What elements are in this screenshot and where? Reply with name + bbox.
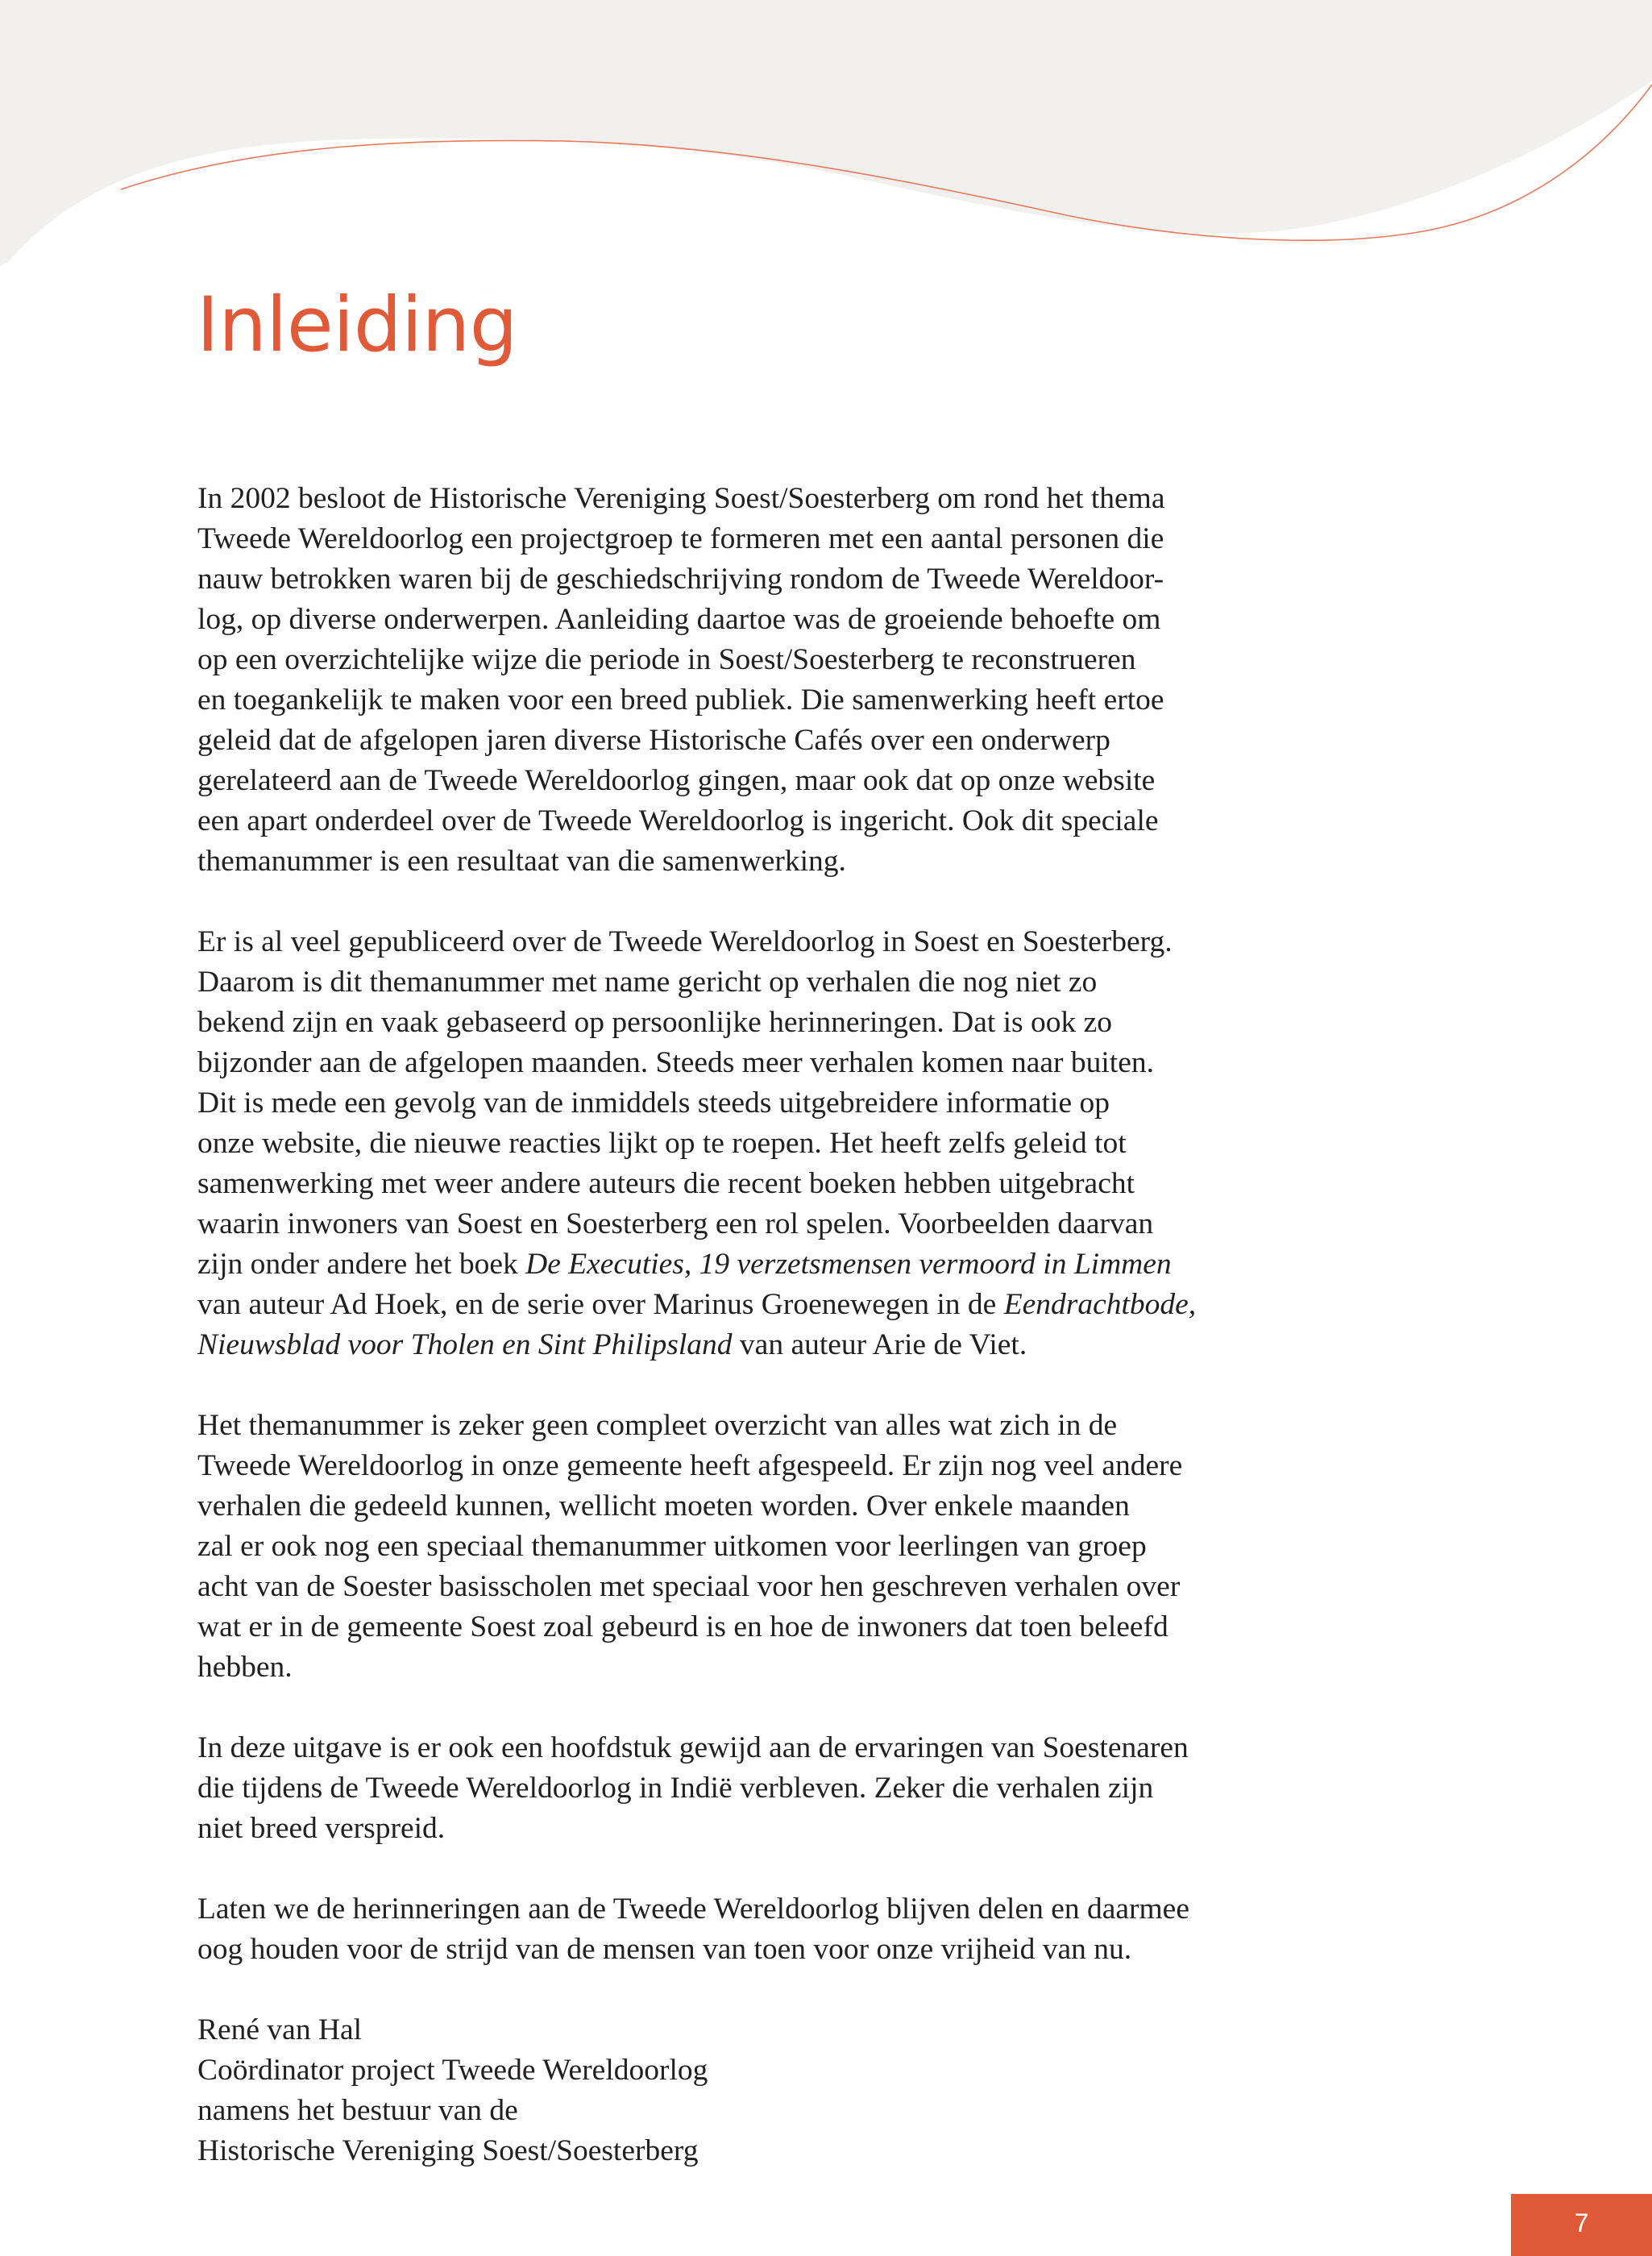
text-line <box>197 922 1277 962</box>
text-segment: In 2002 besloot de Historische Vereniging Soest/Soesterberg om rond het thema <box>197 482 1165 515</box>
text-line <box>197 1567 1277 1607</box>
paragraph <box>197 479 1277 882</box>
text-segment: die tijdens de Tweede Wereldoorlog in Indië verbleven. Zeker die verhalen zijn <box>197 1772 1154 1805</box>
text-segment: van auteur Ad Hoek, en de serie over Marinus Groenewegen in de <box>197 1288 1004 1321</box>
text-segment: hebben. <box>197 1651 293 1684</box>
text-line <box>197 640 1277 680</box>
page-number: 7 <box>1574 2208 1589 2237</box>
text-line <box>197 1527 1277 1567</box>
text-line <box>197 600 1277 640</box>
header-wave-fill <box>0 0 1652 266</box>
italic-title: De Executies, 19 verzetsmensen vermoord in Limmen <box>525 1248 1172 1281</box>
text-line <box>197 1809 1277 1849</box>
signature-name: René van Hal <box>197 2013 363 2046</box>
header-wave-decoration <box>0 0 1652 274</box>
text-line <box>197 1043 1277 1083</box>
text-line <box>197 1164 1277 1204</box>
text-segment: Het themanummer is zeker geen compleet overzicht van alles wat zich in de <box>197 1409 1118 1442</box>
text-line <box>197 1728 1277 1768</box>
text-line <box>197 1325 1277 1365</box>
signature-organization: Historische Vereniging Soest/Soesterberg <box>197 2134 699 2167</box>
page-number-box <box>1511 2194 1652 2256</box>
text-line <box>197 1607 1277 1647</box>
text-segment: gerelateerd aan de Tweede Wereldoorlog gingen, maar ook dat op onze website <box>197 764 1156 797</box>
text-line <box>197 559 1277 600</box>
signature-role: Coördinator project Tweede Wereldoorlog <box>197 2054 708 2087</box>
text-line <box>197 962 1277 1003</box>
text-segment: wat er in de gemeente Soest zoal gebeurd is en hoe de inwoners dat toen beleefd <box>197 1610 1168 1643</box>
text-line <box>197 1083 1277 1124</box>
text-line <box>197 841 1277 882</box>
text-line <box>197 1285 1277 1325</box>
text-segment: Daarom is dit themanummer met name gericht op verhalen die nog niet zo <box>197 966 1098 999</box>
text-segment: op een overzichtelijke wijze die periode in Soest/Soesterberg te reconstrueren <box>197 643 1136 676</box>
text-line <box>197 519 1277 559</box>
text-segment: bekend zijn en vaak gebaseerd op persoonlijke herinneringen. Dat is ook zo <box>197 1006 1113 1039</box>
text-segment: acht van de Soester basisscholen met speciaal voor hen geschreven verhalen over <box>197 1570 1181 1603</box>
text-line <box>197 1244 1277 1285</box>
text-line <box>197 801 1277 841</box>
text-segment: Dit is mede een gevolg van de inmiddels steeds uitgebreidere informatie op <box>197 1086 1110 1120</box>
text-segment: themanummer is een resultaat van die samenwerking. <box>197 845 846 878</box>
text-segment: zijn onder andere het boek <box>197 1248 526 1281</box>
text-segment: oog houden voor de strijd van de mensen van toen voor onze vrijheid van nu. <box>197 1933 1132 1966</box>
italic-title: Eendrachtbode, <box>1003 1288 1197 1321</box>
text-segment: een apart onderdeel over de Tweede Wereldoorlog is ingericht. Ook dit speciale <box>197 804 1159 837</box>
page-title: Inleiding <box>197 281 517 369</box>
text-segment: Tweede Wereldoorlog een projectgroep te formeren met een aantal personen die <box>197 522 1164 555</box>
text-segment: nauw betrokken waren bij de geschiedschrijving rondom de Tweede Wereldoor- <box>197 563 1164 596</box>
text-segment: samenwerking met weer andere auteurs die recent boeken hebben uitgebracht <box>197 1167 1135 1200</box>
text-line <box>197 1486 1277 1527</box>
text-segment: van auteur Arie de Viet. <box>732 1328 1027 1361</box>
paragraph-list <box>197 479 1277 1970</box>
text-line <box>197 1930 1277 1970</box>
italic-title: Nieuwsblad voor Tholen en Sint Philipsland <box>197 1328 733 1361</box>
text-segment: zal er ook nog een speciaal themanummer uitkomen voor leerlingen van groep <box>197 1530 1147 1563</box>
text-segment: en toegankelijk te maken voor een breed publiek. Die samenwerking heeft ertoe <box>197 683 1164 717</box>
text-line <box>197 680 1277 721</box>
text-segment: onze website, die nieuwe reacties lijkt op te roepen. Het heeft zelfs geleid tot <box>197 1127 1127 1160</box>
text-line <box>197 479 1277 519</box>
signature-on-behalf: namens het bestuur van de <box>197 2094 518 2127</box>
paragraph <box>197 1889 1277 1970</box>
text-segment: bijzonder aan de afgelopen maanden. Steeds meer verhalen komen naar buiten. <box>197 1046 1154 1079</box>
text-segment: Er is al veel gepubliceerd over de Tweede Wereldoorlog in Soest en Soesterberg. <box>197 925 1173 958</box>
text-line <box>197 761 1277 801</box>
text-segment: geleid dat de afgelopen jaren diverse Historische Cafés over een onderwerp <box>197 724 1110 757</box>
text-line <box>197 1889 1277 1930</box>
text-line <box>197 1406 1277 1446</box>
text-line <box>197 1204 1277 1244</box>
text-line <box>197 1124 1277 1164</box>
text-segment: verhalen die gedeeld kunnen, wellicht moeten worden. Over enkele maanden <box>197 1489 1130 1523</box>
text-line <box>197 1647 1277 1688</box>
text-segment: niet breed verspreid. <box>197 1812 446 1845</box>
text-line <box>197 1768 1277 1809</box>
text-segment: waarin inwoners van Soest en Soesterberg een rol spelen. Voorbeelden daarvan <box>197 1207 1154 1240</box>
text-line <box>197 1446 1277 1486</box>
paragraph <box>197 1406 1277 1688</box>
text-segment: Tweede Wereldoorlog in onze gemeente heeft afgespeeld. Er zijn nog veel andere <box>197 1449 1183 1482</box>
text-line <box>197 1003 1277 1043</box>
text-segment: Laten we de herinneringen aan de Tweede Wereldoorlog blijven delen en daarmee <box>197 1892 1189 1926</box>
paragraph <box>197 1728 1277 1849</box>
text-segment: log, op diverse onderwerpen. Aanleiding daartoe was de groeiende behoefte om <box>197 603 1161 636</box>
text-segment: In deze uitgave is er ook een hoofdstuk gewijd aan de ervaringen van Soestenaren <box>197 1731 1189 1764</box>
signature-block <box>197 2010 1277 2171</box>
text-line <box>197 721 1277 761</box>
body-text <box>197 479 1277 2171</box>
paragraph <box>197 922 1277 1365</box>
